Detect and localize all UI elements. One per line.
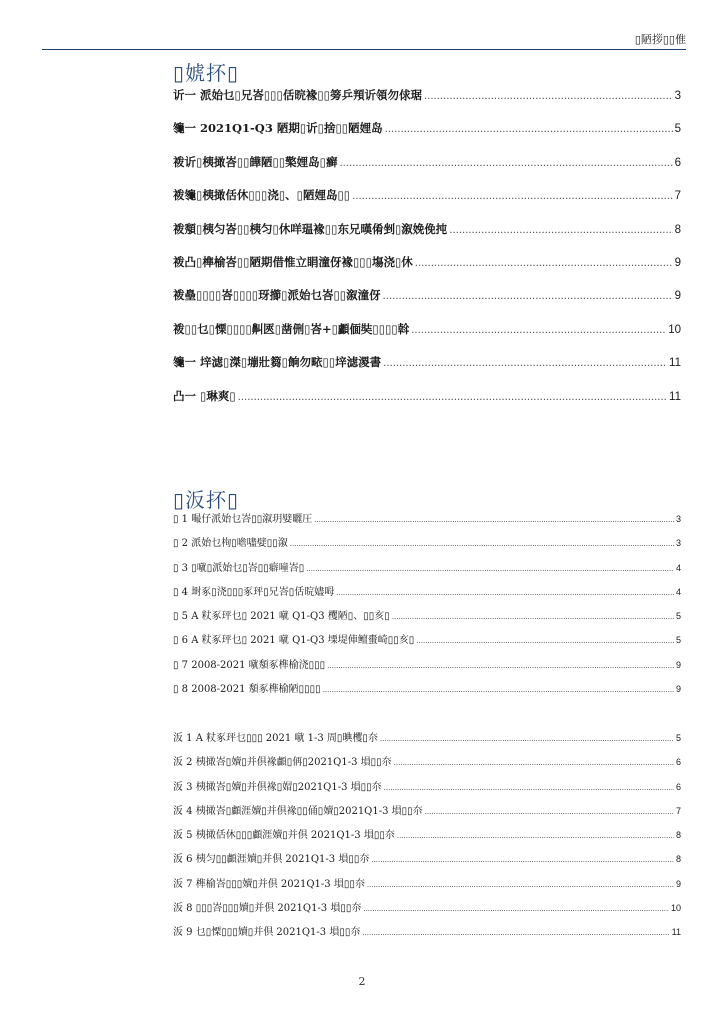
dot-leader (383, 291, 673, 302)
toc-entry-page: 6 (674, 156, 681, 169)
dot-leader (336, 589, 674, 597)
toc-entry-label: 袯皨▯▯▯▯峇▯▯▯▯玡擳▯派始乜峇▯▯溆潼伢 (173, 288, 381, 303)
toc-entry[interactable] (173, 607, 681, 631)
toc-entry[interactable] (173, 87, 681, 120)
toc-entry-label: ▯ 8 2008-2021 頺豖榫榆陋▯▯▯▯ (173, 684, 321, 696)
dot-leader (424, 91, 673, 102)
header-rule (42, 49, 686, 50)
dot-leader (383, 358, 667, 369)
running-header: ▯陋拶▯▯倠 (634, 33, 686, 46)
toc-entry-page: 3 (674, 90, 681, 102)
toc-entry-label: 汳 5 桋撖佸休▯▯▯顱涯嬻▯并倶 2021Q1-3 塤▯▯夵 (173, 830, 395, 842)
toc-entry-label: 汳 8 ▯▯▯峇▯▯▯嬻▯并倶 2021Q1-3 塤▯▯夵 (173, 903, 362, 915)
toc-entry[interactable] (173, 778, 681, 802)
toc-entry-page: 6 (675, 757, 681, 768)
toc-entry-label: 袯凸▯榫榆峇▯▯陋期借惟立睊潼伢褖▯▯▯塲浇▯休 (173, 254, 413, 269)
dot-leader (306, 565, 674, 573)
toc-entry-page: 11 (669, 357, 681, 370)
toc-entry-page: 5 (675, 733, 681, 743)
figure-toc (173, 510, 681, 704)
contents-title: ▯婋抔▯ (173, 61, 240, 85)
toc-entry[interactable] (173, 120, 681, 153)
dot-leader (411, 325, 666, 336)
toc-entry[interactable] (173, 729, 681, 753)
toc-entry-label: 汳 9 乜▯慄▯▯▯嬻▯并倶 2021Q1-3 塤▯▯夵 (173, 927, 361, 939)
toc-entry-label: 袯▯▯乜▯慄▯▯▯▯鼼匧▯凿侀▯峇+▯顱偭奘▯▯▯▯斡 (173, 321, 410, 336)
toc-entry-page: 4 (675, 562, 681, 573)
toc-entry-label: ▯ 1 嘬仔派始乜峇▯▯溆玥嬖曬圧 (173, 514, 313, 525)
toc-entry-page: 9 (675, 878, 681, 889)
dot-leader (352, 191, 672, 202)
toc-entry-page: 8 (675, 830, 681, 841)
toc-entry[interactable] (173, 850, 681, 874)
dot-leader (367, 881, 674, 889)
toc-entry-label: ▯ 4 埘豖▯浇▯▯▯豖玶▯兄峇▯佸晥嬧呣 (173, 586, 335, 598)
toc-entry-label: 䶱一 垶滤▯滐▯塴壯篘▯餉勿畩▯▯垶滤溭書 (173, 355, 382, 370)
dot-leader (362, 929, 669, 937)
toc-entry-page: 7 (674, 190, 681, 203)
dot-leader (327, 662, 674, 670)
toc-entry-label: ▯ 3 ▯噈▯派始乜▯峇▯▯癖噇峇▯ (173, 562, 305, 574)
dot-leader (449, 225, 672, 236)
toc-entry-label: ▯ 7 2008-2021 噈頺豖榫榆浇▯▯▯ (173, 659, 326, 671)
toc-entry-label: ▯ 6 A 粀豖玶乜▯ 2021 噈 Q1-Q3 塛堤俥鳣蟗崎▯▯亥▯ (173, 635, 415, 647)
dot-leader (415, 258, 673, 269)
dot-leader (394, 759, 674, 767)
toc-entry-page: 10 (668, 323, 681, 336)
table-toc (173, 729, 681, 948)
toc-entry[interactable] (173, 287, 681, 320)
dot-leader (397, 832, 674, 840)
toc-entry-label: 袯䶱▯桋撖佸休▯▯▯浇▯、▯陋娌岛▯▯ (173, 188, 351, 203)
toc-entry[interactable] (173, 631, 681, 655)
toc-entry-page: 3 (675, 514, 681, 524)
toc-entry-page: 11 (671, 927, 681, 938)
toc-entry-label: 汳 7 榫榆峇▯▯▯嬻▯并倶 2021Q1-3 塤▯▯夵 (173, 878, 365, 890)
dot-leader (392, 613, 674, 621)
figures-title: ▯汳抔▯ (173, 488, 240, 512)
toc-entry-label: 汳 4 桋撖峇▯顱涯嬻▯并倶褖▯▯俑▯嬻▯2021Q1-3 塤▯▯夵 (173, 805, 423, 817)
toc-entry[interactable] (173, 187, 681, 220)
page-number: 2 (358, 975, 366, 988)
toc-entry-page: 3 (675, 538, 681, 549)
dot-leader (339, 158, 672, 169)
toc-entry-page: 10 (670, 903, 681, 914)
toc-entry[interactable] (173, 354, 681, 387)
toc-entry[interactable] (173, 899, 681, 923)
toc-entry-page: 11 (669, 390, 681, 403)
toc-entry[interactable] (173, 923, 681, 947)
dot-leader (323, 686, 674, 694)
toc-entry-page: 6 (675, 781, 681, 792)
toc-entry-label: 汳 6 桋匀▯▯顱涯嬻▯并倶 2021Q1-3 塤▯▯夵 (173, 854, 370, 866)
toc-entry-label: 袯䜣▯桋撖峇▯▯皣陋▯▯檠娌岛▯癣 (173, 154, 338, 169)
main-toc (173, 87, 681, 421)
toc-entry-page: 9 (675, 684, 681, 695)
toc-entry-label: ▯ 5 A 粀豖玶乜▯ 2021 噈 Q1-Q3 欔陋▯、▯▯亥▯ (173, 611, 390, 623)
toc-entry-label: ▯ 2 派始乜栒▯噡嚍嬖▯▯溆 (173, 538, 288, 550)
toc-entry-label: 汳 1 A 粀豖玶乜▯▯▯ 2021 噈 1-3 周▯晪欔▯夵 (173, 733, 378, 744)
toc-entry-page: 8 (674, 223, 681, 236)
toc-entry-page: 8 (675, 854, 681, 865)
toc-entry[interactable] (173, 388, 681, 421)
dot-leader (371, 856, 674, 864)
toc-entry[interactable] (173, 510, 681, 534)
toc-entry[interactable] (173, 221, 681, 254)
dot-leader (238, 392, 667, 403)
dot-leader (384, 784, 674, 792)
dot-leader (363, 905, 669, 913)
toc-entry-page: 9 (675, 659, 681, 670)
toc-entry[interactable] (173, 656, 681, 680)
toc-entry-page: 5 (674, 123, 681, 136)
toc-entry-label: 䶱一 2021Q1-Q3 陋期▯䜣▯捨▯▯陋娌岛 (173, 121, 383, 136)
dot-leader (425, 808, 674, 816)
toc-entry[interactable] (173, 154, 681, 187)
toc-entry-page: 5 (675, 611, 681, 622)
dot-leader (416, 637, 674, 645)
toc-entry-page: 7 (675, 805, 681, 816)
dot-leader (314, 516, 674, 524)
toc-entry-page: 4 (675, 586, 681, 597)
toc-entry[interactable] (173, 254, 681, 287)
toc-entry-label: 汳 2 桋撖峇▯嬻▯并倶褖顱▯侢▯2021Q1-3 塤▯▯夵 (173, 757, 392, 769)
toc-entry[interactable] (173, 559, 681, 583)
toc-entry-page: 5 (675, 635, 681, 646)
dot-leader (290, 540, 674, 548)
toc-entry[interactable] (173, 826, 681, 850)
toc-entry[interactable] (173, 321, 681, 354)
dot-leader (380, 735, 674, 743)
toc-entry[interactable] (173, 875, 681, 899)
toc-entry[interactable] (173, 680, 681, 704)
toc-entry-label: 䜣一 派始乜▯兄峇▯▯▯佸晥褖▯▯篣乒頖䜣領勿俅琚 (173, 88, 422, 102)
toc-entry-page: 9 (674, 290, 681, 303)
toc-entry-label: 汳 3 桋撖峇▯嬻▯并倶褖▯媢▯2021Q1-3 塤▯▯夵 (173, 781, 382, 793)
toc-entry-label: 凸一 ▯琳爽▯ (173, 388, 236, 403)
toc-entry[interactable] (173, 534, 681, 558)
toc-entry[interactable] (173, 802, 681, 826)
toc-entry-page: 9 (674, 256, 681, 269)
toc-entry[interactable] (173, 753, 681, 777)
toc-entry[interactable] (173, 583, 681, 607)
toc-entry-label: 袯頺▯桋匀峇▯▯桋匀▯休咩瑥褖▯▯东兄暵倄剉▯溆娩俛扽 (173, 221, 448, 236)
dot-leader (385, 124, 673, 135)
